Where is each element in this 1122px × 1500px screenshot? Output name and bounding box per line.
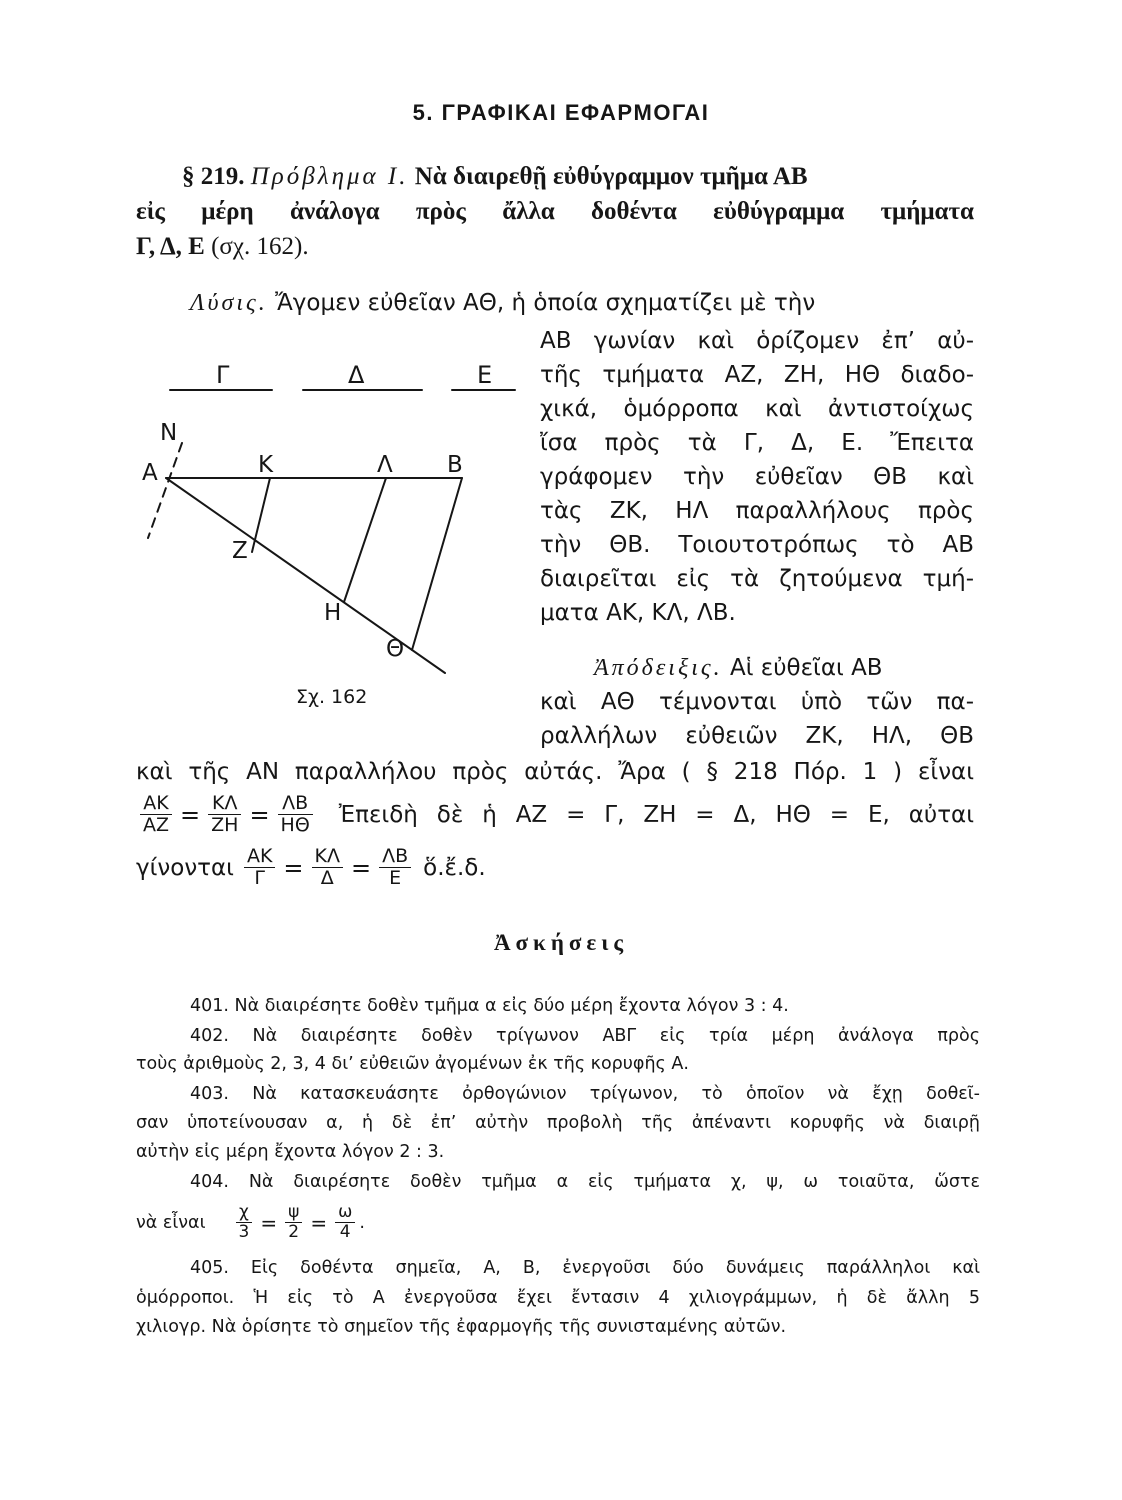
proof-line-5: Ἐπειδὴ δὲ ἡ ΑΖ = Γ, ΖΗ = Δ, ΗΘ = Ε, αὐται (338, 802, 974, 828)
exercise-404-line-2 (136, 1199, 365, 1247)
fraction-numerator: χ (236, 1204, 253, 1223)
proof-result-line (136, 843, 486, 893)
label-lambda: Λ (377, 452, 393, 478)
solution-column (540, 324, 974, 630)
fraction-numerator: ΛΒ (379, 847, 411, 868)
fraction-denominator: ΗΘ (280, 814, 310, 837)
label-n: N (160, 420, 178, 446)
solution-line: τὴν ΘΒ. Τοιουτοτρόπως τὸ ΑΒ (540, 532, 974, 558)
solution-line-last: ματα ΑΚ, ΚΛ, ΛΒ. (540, 600, 736, 626)
exercise-402-line-1: 402. Νὰ διαιρέσητε δοθὲν τρίγωνον ΑΒΓ εἰς τρία μέρη ἀνάλογα πρὸς (190, 1026, 980, 1046)
proof-line: ραλλήλων εὐθειῶν ΖΚ, ΗΛ, ΘΒ (540, 723, 974, 749)
solution-line: ἴσα πρὸς τὰ Γ, Δ, Ε. Ἔπειτα (540, 430, 974, 456)
figure-reference: (σχ. 162). (211, 233, 309, 260)
problem-label: Πρόβλημα I. (250, 163, 409, 190)
proof-line: καὶ ΑΘ τέμνονται ὑπὸ τῶν πα- (540, 689, 974, 715)
fraction-denominator: Ε (389, 867, 402, 890)
fraction-numerator: ΚΛ (208, 794, 241, 815)
fraction-denominator: 2 (288, 1222, 300, 1243)
fraction (208, 794, 241, 836)
equals-sign: = (310, 1211, 328, 1235)
exercise-403-line-1: 403. Νὰ κατασκευάσητε ὀρθογώνιον τρίγωνον, τὸ ὁποῖον νὰ ἔχῃ δοθεῖ- (190, 1084, 980, 1104)
problem-statement-start: Νὰ διαιρεθῇ εὐθύγραμμον τμῆμα ΑΒ (414, 163, 808, 190)
solution-line: χικά, ὁμόρροπα καὶ ἀντιστοίχως (540, 396, 974, 422)
equals-sign: = (351, 854, 372, 882)
label-a: A (142, 460, 158, 486)
label-b: B (447, 452, 463, 478)
solution-line: τὰς ΖΚ, ΗΛ παραλλήλους πρὸς (540, 498, 974, 524)
fraction-numerator: ω (335, 1204, 355, 1223)
exercise-404-start: νὰ εἶναι (136, 1213, 206, 1233)
fraction-denominator: Γ (254, 867, 265, 890)
proof-fraction-line (136, 790, 974, 840)
solution-line: ΑΒ γωνίαν καὶ ὁρίζομεν ἐπ’ αὐ- (540, 328, 974, 354)
fraction (335, 1204, 355, 1242)
line-z-k (252, 478, 270, 552)
problem-line-2 (136, 195, 974, 229)
label-z: Z (232, 538, 248, 564)
fraction (244, 847, 275, 889)
solution-label: Λύσις. (190, 290, 268, 316)
label-h: H (324, 600, 342, 626)
proof-label: Ἀπόδειξις. (594, 655, 723, 681)
line-h-lambda (344, 478, 386, 602)
proof-result-start: γίνονται (136, 855, 234, 881)
fraction-numerator: ΑΚ (140, 794, 172, 815)
problem-statement-cont: εἰς μέρη ἀνάλογα πρὸς ἄλλα δοθέντα εὐθύγραμμα τμήματα (136, 198, 974, 225)
fraction-numerator: ψ (285, 1204, 302, 1223)
figure-162 (130, 355, 530, 715)
proof-text-start: Αἱ εὐθεῖαι ΑΒ (729, 655, 883, 681)
period: . (359, 1213, 365, 1233)
figure-caption: Σχ. 162 (296, 686, 368, 708)
equals-sign: = (180, 801, 201, 829)
equals-sign: = (249, 801, 270, 829)
exercise-401: 401. Νὰ διαιρέσητε δοθὲν τμῆμα α εἰς δύο μέρη ἔχοντα λόγον 3 : 4. (190, 996, 789, 1016)
section-title: 5. ΓΡΑΦΙΚΑΙ ΕΦΑΡΜΟΓΑΙ (412, 100, 710, 125)
fraction (379, 847, 411, 889)
fraction (285, 1204, 302, 1242)
exercises-heading: Ἀσκήσεις (493, 930, 629, 955)
fraction (140, 794, 172, 836)
line-theta-b (412, 478, 462, 650)
proof-column (540, 685, 974, 753)
problem-segments: Γ, Δ, Ε (136, 233, 205, 260)
label-k: K (258, 452, 274, 478)
fraction (236, 1204, 253, 1242)
solution-line: διαιρεῖται εἰς τὰ ζητούμενα τμή- (540, 566, 974, 592)
solution-line: γράφομεν τὴν εὐθεῖαν ΘΒ καὶ (540, 464, 974, 490)
solution-text-start: Ἄγομεν εὐθεῖαν ΑΘ, ἡ ὁποία σχηματίζει μὲ τὴν (275, 290, 816, 316)
problem-line-3 (136, 230, 309, 264)
label-epsilon: Ε (477, 361, 493, 389)
fraction-numerator: ΛΒ (278, 794, 313, 815)
exercise-405-line-3: χιλιογρ. Νὰ ὁρίσητε τὸ σημεῖον τῆς ἐφαρμογῆς τῆς συνισταμένης αὐτῶν. (136, 1317, 787, 1337)
label-theta: Θ (386, 636, 405, 662)
proof-line-4: καὶ τῆς ΑΝ παραλλήλου πρὸς αὐτάς. Ἄρα ( § 218 Πόρ. 1 ) εἶναι (136, 759, 974, 785)
fraction-denominator: ΑΖ (143, 814, 170, 837)
solution-line-1 (190, 286, 974, 320)
fraction (312, 847, 343, 889)
fraction-denominator: Δ (320, 867, 334, 890)
exercise-405-line-1: 405. Εἰς δοθέντα σημεῖα, Α, Β, ἐνεργοῦσι δύο δυνάμεις παράλληλοι καὶ (190, 1258, 980, 1278)
problem-number: § 219. (182, 163, 245, 190)
solution-line: τῆς τμήματα ΑΖ, ΖΗ, ΗΘ διαδο- (540, 362, 974, 388)
fraction-denominator: 3 (238, 1222, 250, 1243)
exercise-405-line-2: ὁμόρροποι. Ἡ εἰς τὸ Α ἐνεργοῦσα ἔχει ἔντασιν 4 χιλιογράμμων, ἡ δὲ ἄλλη 5 (136, 1288, 980, 1308)
qed: ὅ.ἔ.δ. (423, 855, 486, 881)
label-delta: Δ (348, 361, 365, 389)
proof-line-1 (594, 651, 974, 685)
exercise-404-line-1: 404. Νὰ διαιρέσητε δοθὲν τμῆμα α εἰς τμήματα χ, ψ, ω τοιαῦτα, ὥστε (190, 1172, 980, 1192)
equals-sign: = (260, 1211, 278, 1235)
fraction-numerator: ΑΚ (244, 847, 275, 868)
line-a-n-dashed (148, 443, 182, 538)
exercise-402-line-2: τοὺς ἀριθμοὺς 2, 3, 4 δι’ εὐθειῶν ἀγομένων ἐκ τῆς κορυφῆς Α. (136, 1054, 689, 1074)
exercise-403-line-3: αὐτὴν εἰς μέρη ἔχοντα λόγον 2 : 3. (136, 1142, 445, 1162)
exercise-403-line-2: σαν ὑποτείνουσαν α, ἡ δὲ ἐπ’ αὐτὴν προβολὴ τῆς ἀπέναντι κορυφῆς νὰ διαιρῇ (136, 1113, 980, 1133)
problem-line-1 (182, 160, 808, 194)
fraction-denominator: ΖΗ (211, 814, 239, 837)
fraction-denominator: 4 (339, 1222, 351, 1243)
equals-sign: = (283, 854, 304, 882)
fraction (278, 794, 313, 836)
label-gamma: Γ (216, 361, 230, 389)
fraction-numerator: ΚΛ (312, 847, 343, 868)
